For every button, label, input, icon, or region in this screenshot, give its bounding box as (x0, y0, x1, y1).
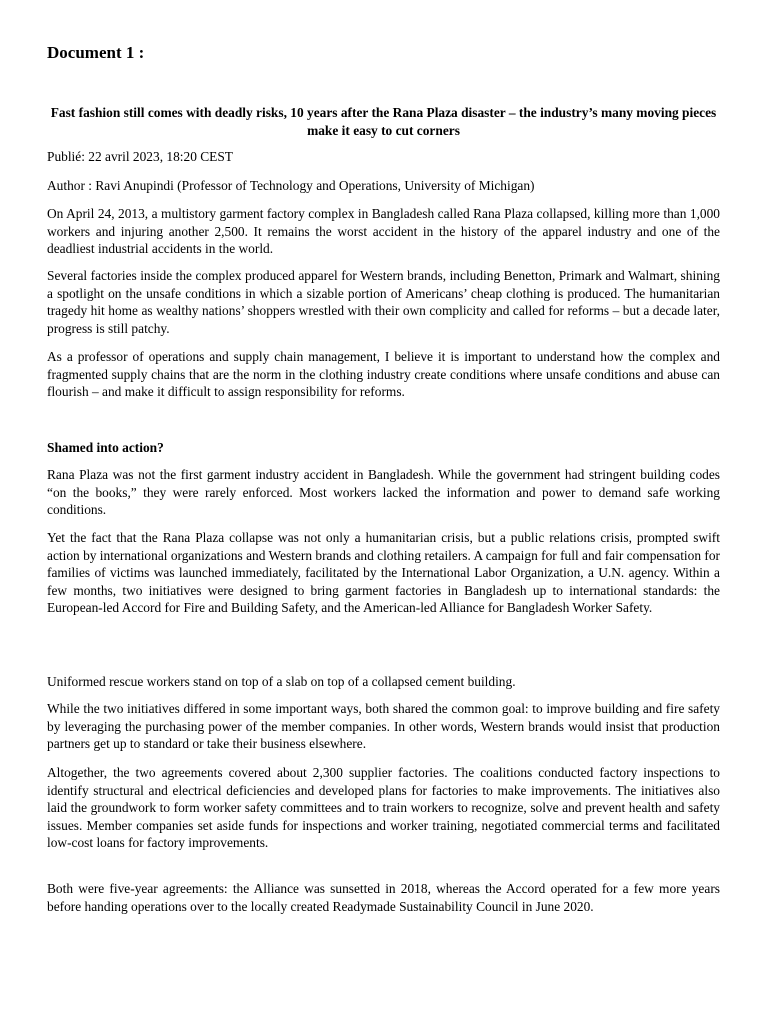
publication-date: Publié: 22 avril 2023, 18:20 CEST (47, 149, 233, 164)
paragraph-rana-plaza: Rana Plaza was not the first garment industry accident in Bangladesh. While the government had stringent building codes “on the books,” they were rarely enforced. Most workers lacked the information and power to demand safe working conditions. (47, 467, 720, 518)
section-heading: Shamed into action? (47, 440, 164, 455)
paragraph-intro: On April 24, 2013, a multistory garment factory complex in Bangladesh called Rana Plaza collapsed, killing more than 1,000 workers and injuring another 2,500. It remains the worst accident in the history of the apparel industry and one of the deadliest industrial accidents in the world. (47, 206, 720, 257)
paragraph-professor: As a professor of operations and supply chain management, I believe it is important to understand how the complex and fragmented supply chains that are the norm in the clothing industry create conditions where unsafe conditions and abuse can flourish – and make it difficult to assign responsibility for reforms. (47, 349, 720, 400)
author-line: Author : Ravi Anupindi (Professor of Technology and Operations, University of Michigan) (47, 178, 535, 193)
image-caption: Uniformed rescue workers stand on top of a slab on top of a collapsed cement building. (47, 674, 516, 689)
paragraph-brands: Several factories inside the complex produced apparel for Western brands, including Benetton, Primark and Walmart, shining a spotlight on the unsafe conditions in which a sizable portion of Americans’ cheap clothing is produced. The humanitarian tragedy hit home as wealthy nations’ shoppers wrestled with their own complicity and called for reforms – but a decade later, progress is still patchy. (47, 268, 720, 336)
paragraph-initiatives: While the two initiatives differed in some important ways, both shared the common goal: to improve building and fire safety by leveraging the purchasing power of the member companies. In other words, Western brands would insist that production partners get up to standard or take their business elsewhere. (47, 701, 720, 752)
paragraph-agreements: Altogether, the two agreements covered about 2,300 supplier factories. The coalitions conducted factory inspections to identify structural and electrical deficiencies and developed plans for factories to make improvements. The initiatives also laid the groundwork to form worker safety committees and to train workers to recognize, solve and prevent health and safety issues. Member companies set aside funds for inspections and worker training, negotiated commercial terms and facilitated low-cost loans for factory improvements. (47, 765, 720, 851)
paragraph-swift-action: Yet the fact that the Rana Plaza collapse was not only a humanitarian crisis, but a public relations crisis, prompted swift action by international organizations and Western brands and clothing retailers. A campaign for full and fair compensation for families of victims was launched immediately, facilitated by the International Labor Organization, a U.N. agency. Within a few months, two initiatives were designed to bring garment factories in Bangladesh up to international standards: the European-led Accord for Fire and Building Safety, and the American-led Alliance for Bangladesh Worker Safety. (47, 530, 720, 616)
paragraph-five-year: Both were five-year agreements: the Alliance was sunsetted in 2018, whereas the Accord operated for a few more years before handing operations over to the locally created Readymade Sustainability Council in June 2020. (47, 881, 720, 914)
article-title: Fast fashion still comes with deadly risks, 10 years after the Rana Plaza disaster – the industry’s many moving pieces make it easy to cut corners (50, 105, 717, 138)
document-label: Document 1 : (47, 43, 145, 62)
